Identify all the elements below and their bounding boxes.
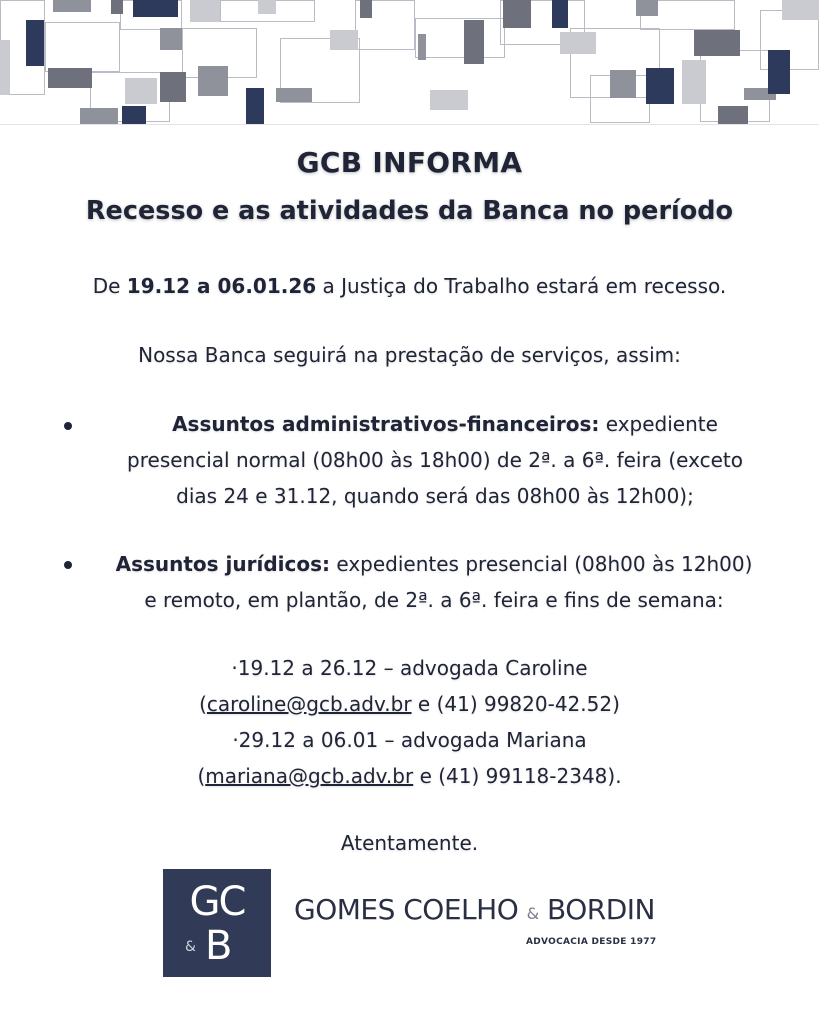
page-title: GCB INFORMA	[296, 146, 523, 179]
firm-tagline: ADVOCACIA DESDE 1977	[526, 937, 657, 947]
gcb-logo-mark: GC & B	[163, 869, 271, 977]
services-intro: Nossa Banca seguirá na prestação de serviços, assim:	[138, 343, 681, 367]
bullet-label: Assuntos jurídicos:	[115, 552, 331, 576]
recess-notice: De 19.12 a 06.01.26 a Justiça do Trabalho estará em recesso.	[92, 274, 727, 298]
email-link-caroline[interactable]: caroline@gcb.adv.br	[206, 692, 412, 716]
bullet-admin-financeiro: Assuntos administrativos-financeiros: expediente presencial normal (08h00 às 18h00) de 2ª. a 6ª. feira (exceto dias 24 e 31.12, quando será das 08h00 às 12h00);	[127, 412, 743, 508]
page-subtitle: Recesso e as atividades da Banca no período	[85, 196, 734, 226]
firm-name: GOMES COELHO & BORDIN	[294, 893, 655, 926]
closing-text: Atentamente.	[340, 831, 479, 855]
shift-mariana: ·29.12 a 06.01 – advogada Mariana	[232, 728, 587, 752]
shift-schedule: ·19.12 a 26.12 – advogada Caroline (caroline@gcb.adv.br e (41) 99820-42.52) ·29.12 a 06.01 – advogada Mariana (mariana@gcb.adv.br e (41) 99118-2348).	[0, 650, 819, 794]
header-mosaic-decoration	[0, 0, 819, 125]
email-link-mariana[interactable]: mariana@gcb.adv.br	[205, 764, 414, 788]
recess-dates: 19.12 a 06.01.26	[126, 274, 317, 298]
bullet-label: Assuntos administrativos-financeiros:	[172, 412, 600, 436]
bullet-dot	[64, 561, 72, 569]
bullet-juridico: Assuntos jurídicos: expedientes presencial (08h00 às 12h00) e remoto, em plantão, de 2ª. a 6ª. feira e fins de semana:	[115, 552, 753, 612]
shift-caroline: ·19.12 a 26.12 – advogada Caroline	[231, 656, 588, 680]
bullet-dot	[64, 422, 72, 430]
